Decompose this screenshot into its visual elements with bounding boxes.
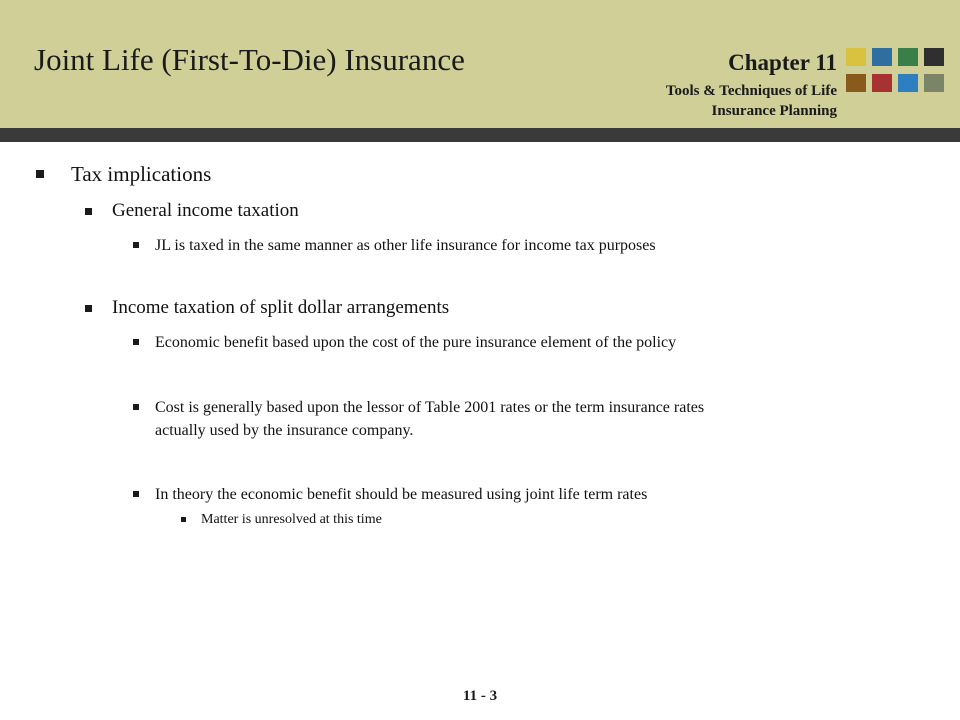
- bullet-text: Income taxation of split dollar arrangements: [112, 297, 450, 318]
- chapter-label: Chapter 11: [728, 50, 837, 75]
- bullet-text: Economic benefit based upon the cost of the pure insurance element of the policy: [155, 334, 677, 351]
- square-bullet-icon: [133, 339, 139, 345]
- square-bullet-icon: [85, 208, 92, 215]
- bullet-text-line-1: Cost is generally based upon the lessor of Table 2001 rates or the term insurance rates: [155, 399, 705, 416]
- page-number: 11 - 3: [462, 688, 498, 704]
- chapter-subtitle-line-1: Tools & Techniques of Life: [665, 83, 837, 99]
- bullet-text: JL is taxed in the same manner as other life insurance for income tax purposes: [155, 237, 656, 254]
- bullet-text: In theory the economic benefit should be measured using joint life term rates: [155, 486, 648, 503]
- square-bullet-icon: [36, 170, 44, 178]
- bullet-text: General income taxation: [112, 200, 299, 221]
- square-bullet-icon: [181, 517, 186, 522]
- bullet-text: Matter is unresolved at this time: [201, 512, 382, 527]
- bullet-text: Tax implications: [71, 162, 212, 186]
- square-bullet-icon: [133, 404, 139, 410]
- square-bullet-icon: [85, 305, 92, 312]
- bullet-text-line-2: actually used by the insurance company.: [155, 422, 414, 439]
- square-bullet-icon: [133, 242, 139, 248]
- slide-title: Joint Life (First-To-Die) Insurance: [34, 42, 465, 77]
- chapter-subtitle-line-2: Insurance Planning: [711, 103, 837, 119]
- square-bullet-icon: [133, 491, 139, 497]
